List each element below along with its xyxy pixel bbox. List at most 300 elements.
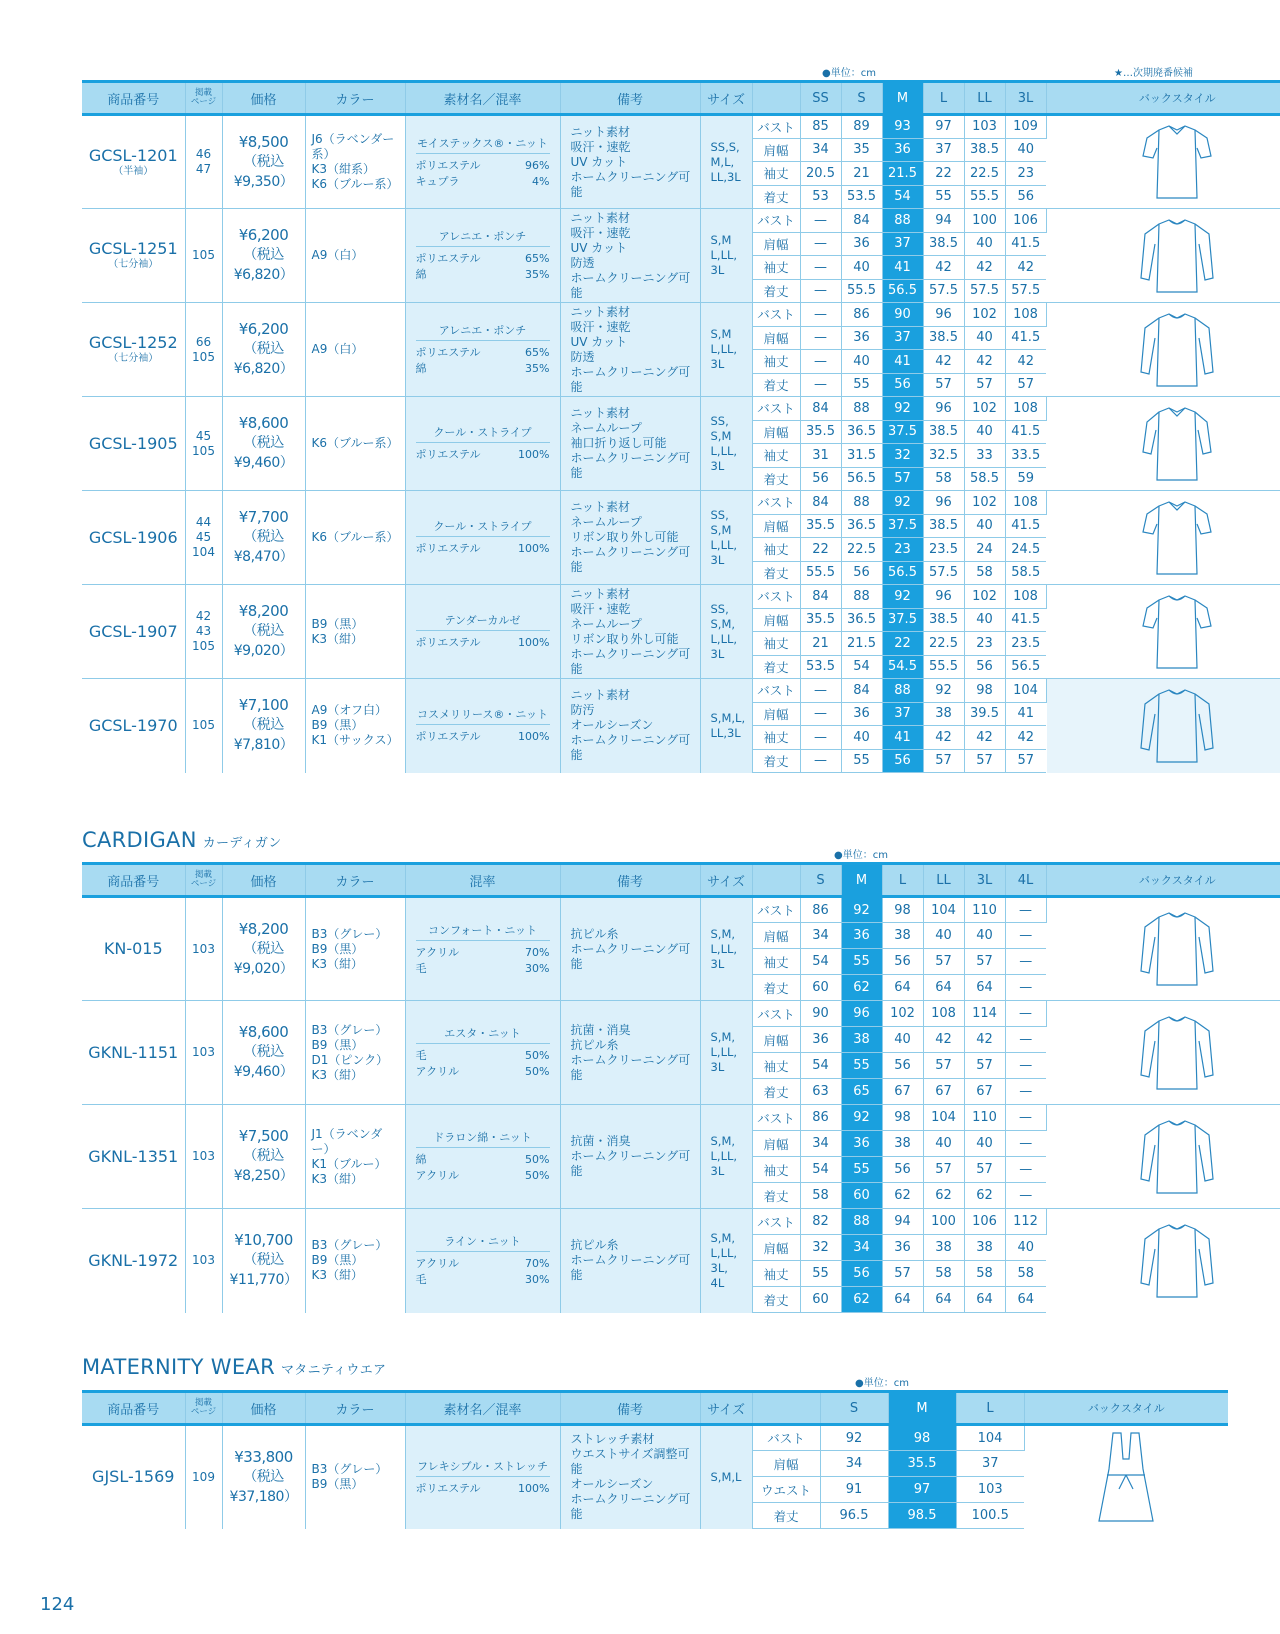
measure-value: 84: [841, 679, 882, 703]
size-col-S: S: [800, 864, 841, 897]
maternity-section-title: MATERNITY WEAR マタニティウエア: [82, 1355, 387, 1379]
header-color: カラー: [305, 82, 405, 115]
header-code: 商品番号: [82, 82, 185, 115]
measure-value: 58: [964, 561, 1005, 585]
measure-value: 41.5: [1005, 608, 1046, 632]
measure-value: 36: [841, 923, 882, 949]
material: アレニエ・ポンチ ポリエステル 65% 綿 35%: [405, 303, 560, 397]
measure-value: —: [800, 350, 841, 374]
measure-label: 肩幅: [752, 702, 800, 726]
product-code: KN-015: [82, 897, 185, 1001]
measure-value: 41: [882, 350, 923, 374]
measure-value: 98: [882, 1105, 923, 1131]
measure-value: 106: [964, 1209, 1005, 1235]
measure-value: —: [800, 726, 841, 750]
measure-value: 96: [923, 491, 964, 515]
measure-value: 38.5: [923, 608, 964, 632]
back-style-icon: [1046, 303, 1280, 397]
color-options: A9（白）: [305, 303, 405, 397]
measure-value: 53: [800, 185, 841, 209]
measure-value: 40: [882, 1027, 923, 1053]
catalog-page: 109: [185, 1425, 222, 1529]
measure-value: 42: [1005, 350, 1046, 374]
measure-value: 88: [882, 679, 923, 703]
measure-label: 肩幅: [752, 1131, 800, 1157]
cardigan-section-title: CARDIGAN カーディガン: [82, 828, 282, 852]
size-col-S: S: [841, 82, 882, 115]
measure-value: 96: [923, 397, 964, 421]
back-style-icon: [1024, 1425, 1228, 1529]
measure-value: 102: [964, 585, 1005, 609]
size-col-M: M: [841, 864, 882, 897]
size-range: S,M, L,LL, 3L, 4L: [700, 1209, 752, 1313]
measure-value: 37.5: [882, 514, 923, 538]
product-note: 抗菌・消臭 ホームクリーニング可能: [560, 1105, 700, 1209]
measure-value: —: [1005, 1183, 1046, 1209]
measure-label: バスト: [752, 491, 800, 515]
header-back: バックスタイル: [1046, 864, 1280, 897]
size-range: SS, S,M L,LL, 3L: [700, 397, 752, 491]
measure-value: 42: [923, 726, 964, 750]
measure-value: 58: [964, 1261, 1005, 1287]
measure-value: 108: [1005, 397, 1046, 421]
measure-value: 38.5: [923, 420, 964, 444]
color-options: B3（グレー） B9（黒） K3（紺）: [305, 1209, 405, 1313]
material: テンダーカルゼ ポリエステル 100%: [405, 585, 560, 679]
measure-label: 袖丈: [752, 632, 800, 656]
back-style-icon: [1046, 209, 1280, 303]
measure-value: 112: [1005, 1209, 1046, 1235]
header-measure: [752, 864, 800, 897]
measure-value: 57: [923, 373, 964, 397]
table-row: [82, 585, 1280, 609]
measure-value: 86: [800, 1105, 841, 1131]
measure-value: 57.5: [923, 279, 964, 303]
size-range: S,M, L,LL, 3L: [700, 1001, 752, 1105]
measure-value: 22: [882, 632, 923, 656]
product-code: GCSL-1251 （七分袖）: [82, 209, 185, 303]
product-note: ニット素材 吸汗・速乾 UV カット 防透 ホームクリーニング可能: [560, 303, 700, 397]
measure-value: 57.5: [1005, 279, 1046, 303]
measure-value: 23.5: [1005, 632, 1046, 656]
measure-value: 86: [800, 897, 841, 923]
measure-value: 21.5: [882, 162, 923, 186]
color-options: K6（ブルー系）: [305, 397, 405, 491]
measure-value: 21: [841, 162, 882, 186]
measure-value: 20.5: [800, 162, 841, 186]
measure-value: 37: [882, 232, 923, 256]
price: ¥33,800 （税込 ¥37,180）: [222, 1425, 305, 1529]
catalog-page: 42 43 105: [185, 585, 222, 679]
measure-value: 64: [964, 975, 1005, 1001]
measure-label: バスト: [752, 585, 800, 609]
size-col-M: M: [882, 82, 923, 115]
product-code: GCSL-1906: [82, 491, 185, 585]
measure-value: 37.5: [882, 420, 923, 444]
size-range: S,M, L,LL, 3L: [700, 897, 752, 1001]
measure-value: 55: [841, 1053, 882, 1079]
header-color: カラー: [305, 864, 405, 897]
color-options: A9（白）: [305, 209, 405, 303]
measure-value: 42: [923, 1027, 964, 1053]
header-measure: [752, 82, 800, 115]
measure-value: 57: [923, 949, 964, 975]
measure-value: —: [800, 279, 841, 303]
unit-note-maternity: ●単位：cm: [855, 1378, 909, 1389]
measure-value: 34: [820, 1451, 888, 1477]
measure-label: 肩幅: [752, 514, 800, 538]
measure-value: 41.5: [1005, 232, 1046, 256]
measure-value: 108: [1005, 303, 1046, 327]
measure-value: 22.5: [923, 632, 964, 656]
price: ¥7,700 （税込 ¥8,470）: [222, 491, 305, 585]
measure-value: 41: [882, 256, 923, 280]
back-style-icon: [1046, 115, 1280, 209]
measure-value: 55: [841, 749, 882, 773]
product-note: ストレッチ素材 ウエストサイズ調整可能 オールシーズン ホームクリーニング可能: [560, 1425, 700, 1529]
measure-value: 90: [800, 1001, 841, 1027]
measure-value: 100: [964, 209, 1005, 233]
measure-label: 袖丈: [752, 538, 800, 562]
measure-value: 65: [841, 1079, 882, 1105]
measure-value: 37: [882, 326, 923, 350]
table-row: [82, 209, 1280, 233]
measure-value: 38: [841, 1027, 882, 1053]
measure-value: 23: [964, 632, 1005, 656]
product-code: GCSL-1907: [82, 585, 185, 679]
measure-value: 38: [964, 1235, 1005, 1261]
measure-label: 肩幅: [752, 608, 800, 632]
table-row: [82, 397, 1280, 421]
measure-value: 92: [923, 679, 964, 703]
measure-value: 33: [964, 444, 1005, 468]
measure-value: —: [800, 326, 841, 350]
measure-value: 60: [841, 1183, 882, 1209]
measure-value: 41.5: [1005, 326, 1046, 350]
measure-label: 袖丈: [752, 444, 800, 468]
measure-value: 42: [964, 1027, 1005, 1053]
product-code: GCSL-1970: [82, 679, 185, 773]
measure-value: 57: [964, 373, 1005, 397]
measure-value: 88: [882, 209, 923, 233]
size-col-L: L: [956, 1392, 1024, 1425]
product-note: ニット素材 吸汗・速乾 UV カット 防透 ホームクリーニング可能: [560, 209, 700, 303]
measure-value: 34: [800, 923, 841, 949]
measure-value: 40: [964, 326, 1005, 350]
measure-value: 58: [923, 467, 964, 491]
measure-value: 41.5: [1005, 420, 1046, 444]
measure-value: 40: [964, 608, 1005, 632]
table-row: [82, 303, 1280, 327]
measure-value: 56: [882, 1157, 923, 1183]
back-style-icon: [1046, 585, 1280, 679]
measure-value: 35.5: [800, 514, 841, 538]
measure-value: 53.5: [841, 185, 882, 209]
header-price: 価格: [222, 82, 305, 115]
measure-value: 92: [882, 491, 923, 515]
measure-value: —: [1005, 1001, 1046, 1027]
measure-value: 97: [888, 1477, 956, 1503]
measure-value: 88: [841, 585, 882, 609]
measure-value: 97: [923, 115, 964, 139]
measure-value: 58: [1005, 1261, 1046, 1287]
measure-value: —: [800, 702, 841, 726]
size-col-4L: 4L: [1005, 864, 1046, 897]
catalog-page: 103: [185, 1209, 222, 1313]
blouse-size-table: [82, 80, 1280, 773]
measure-value: 102: [964, 303, 1005, 327]
measure-value: 86: [841, 303, 882, 327]
measure-value: 42: [964, 256, 1005, 280]
measure-value: 104: [923, 897, 964, 923]
measure-value: 98: [964, 679, 1005, 703]
measure-value: 38: [923, 1235, 964, 1261]
measure-value: 34: [800, 138, 841, 162]
price: ¥7,500 （税込 ¥8,250）: [222, 1105, 305, 1209]
header-size: サイズ: [700, 1392, 752, 1425]
price: ¥8,600 （税込 ¥9,460）: [222, 1001, 305, 1105]
size-col-3L: 3L: [964, 864, 1005, 897]
measure-value: 55.5: [923, 655, 964, 679]
measure-value: 31: [800, 444, 841, 468]
product-note: ニット素材 ネームループ 袖口折り返し可能 ホームクリーニング可能: [560, 397, 700, 491]
color-options: A9（オフ白） B9（黒） K1（サックス）: [305, 679, 405, 773]
measure-value: 56.5: [882, 561, 923, 585]
price: ¥7,100 （税込 ¥7,810）: [222, 679, 305, 773]
measure-label: 肩幅: [752, 420, 800, 444]
back-style-icon: [1046, 679, 1280, 773]
measure-value: —: [1005, 1105, 1046, 1131]
measure-value: 36: [800, 1027, 841, 1053]
measure-label: 袖丈: [752, 256, 800, 280]
material: フレキシブル・ストレッチ ポリエステル 100%: [405, 1425, 560, 1529]
measure-value: 41.5: [1005, 514, 1046, 538]
measure-value: 56.5: [841, 467, 882, 491]
measure-value: 57.5: [964, 279, 1005, 303]
measure-value: 57: [1005, 373, 1046, 397]
header-code: 商品番号: [82, 864, 185, 897]
size-col-L: L: [923, 82, 964, 115]
measure-label: バスト: [752, 1001, 800, 1027]
measure-value: 82: [800, 1209, 841, 1235]
measure-value: 60: [800, 975, 841, 1001]
measure-value: 36: [882, 138, 923, 162]
measure-value: 102: [964, 397, 1005, 421]
measure-label: 肩幅: [752, 326, 800, 350]
measure-value: 64: [964, 1287, 1005, 1313]
measure-value: 92: [882, 397, 923, 421]
catalog-page: 103: [185, 1105, 222, 1209]
measure-value: 42: [964, 726, 1005, 750]
table-row: [82, 1001, 1280, 1027]
measure-value: 84: [800, 585, 841, 609]
product-note: 抗ピル糸 ホームクリーニング可能: [560, 1209, 700, 1313]
measure-value: 54: [800, 949, 841, 975]
back-style-icon: [1046, 1001, 1280, 1105]
product-code: GKNL-1972: [82, 1209, 185, 1313]
measure-label: バスト: [752, 1105, 800, 1131]
measure-value: —: [1005, 1053, 1046, 1079]
measure-value: 35.5: [888, 1451, 956, 1477]
measure-value: 35.5: [800, 608, 841, 632]
measure-value: 58.5: [964, 467, 1005, 491]
measure-value: 40: [964, 420, 1005, 444]
measure-label: 肩幅: [752, 923, 800, 949]
measure-value: 42: [1005, 256, 1046, 280]
measure-value: 36: [882, 1235, 923, 1261]
measure-value: 40: [1005, 138, 1046, 162]
measure-value: 62: [841, 1287, 882, 1313]
header-material: 素材名／混率: [405, 82, 560, 115]
measure-value: 56: [841, 1261, 882, 1287]
product-code: GCSL-1905: [82, 397, 185, 491]
measure-label: 袖丈: [752, 1157, 800, 1183]
header-size: サイズ: [700, 864, 752, 897]
measure-value: 54: [800, 1157, 841, 1183]
measure-value: 37: [882, 702, 923, 726]
measure-value: 38: [923, 702, 964, 726]
measure-label: 袖丈: [752, 949, 800, 975]
header-material: 混率: [405, 864, 560, 897]
measure-value: 21.5: [841, 632, 882, 656]
material: ドラロン綿・ニット 綿 50% アクリル 50%: [405, 1105, 560, 1209]
measure-value: 57: [964, 1157, 1005, 1183]
unit-note: ●単位：cm: [822, 68, 876, 79]
size-range: S,M,L, LL,3L: [700, 679, 752, 773]
page-number: 124: [40, 1594, 75, 1615]
measure-value: 37: [923, 138, 964, 162]
material: クール・ストライプ ポリエステル 100%: [405, 491, 560, 585]
measure-value: —: [800, 209, 841, 233]
measure-value: 56: [964, 655, 1005, 679]
measure-label: バスト: [752, 115, 800, 139]
measure-value: 56.5: [1005, 655, 1046, 679]
measure-value: 88: [841, 491, 882, 515]
measure-value: 94: [882, 1209, 923, 1235]
measure-value: 34: [800, 1131, 841, 1157]
measure-value: 92: [841, 1105, 882, 1131]
measure-value: 100.5: [956, 1503, 1024, 1529]
measure-value: 104: [956, 1425, 1024, 1451]
header-note: 備考: [560, 864, 700, 897]
measure-value: 56: [841, 561, 882, 585]
measure-value: 23: [1005, 162, 1046, 186]
measure-value: 23: [882, 538, 923, 562]
back-style-icon: [1046, 491, 1280, 585]
measure-value: 24: [964, 538, 1005, 562]
measure-value: 35.5: [800, 420, 841, 444]
header-note: 備考: [560, 1392, 700, 1425]
measure-value: 88: [841, 1209, 882, 1235]
measure-value: 102: [964, 491, 1005, 515]
product-code: GCSL-1201 （半袖）: [82, 115, 185, 209]
measure-label: ウエスト: [752, 1477, 820, 1503]
table-row: [82, 1425, 1228, 1451]
measure-value: 96.5: [820, 1503, 888, 1529]
measure-value: 55.5: [800, 561, 841, 585]
size-range: S,M L,LL, 3L: [700, 209, 752, 303]
price: ¥8,200 （税込 ¥9,020）: [222, 585, 305, 679]
measure-value: 110: [964, 1105, 1005, 1131]
measure-value: 67: [882, 1079, 923, 1105]
measure-value: —: [800, 749, 841, 773]
measure-value: 55.5: [841, 279, 882, 303]
measure-value: —: [800, 256, 841, 280]
maternity-size-table: [82, 1390, 1228, 1529]
measure-value: 42: [964, 350, 1005, 374]
back-style-icon: [1046, 397, 1280, 491]
measure-value: 57: [882, 467, 923, 491]
measure-value: 85: [800, 115, 841, 139]
measure-value: 56.5: [882, 279, 923, 303]
measure-label: 肩幅: [752, 138, 800, 162]
measure-value: 55: [800, 1261, 841, 1287]
measure-value: —: [1005, 923, 1046, 949]
measure-label: 着丈: [752, 1079, 800, 1105]
measure-value: 40: [841, 726, 882, 750]
measure-value: 96: [841, 1001, 882, 1027]
measure-value: 40: [841, 256, 882, 280]
color-options: J1（ラベンダー） K1（ブルー） K3（紺）: [305, 1105, 405, 1209]
measure-label: 着丈: [752, 279, 800, 303]
measure-value: 64: [923, 1287, 964, 1313]
measure-value: 40: [964, 1131, 1005, 1157]
measure-value: 22.5: [841, 538, 882, 562]
table-row: [82, 491, 1280, 515]
measure-label: 着丈: [752, 1287, 800, 1313]
measure-label: バスト: [752, 1425, 820, 1451]
measure-value: 59: [1005, 467, 1046, 491]
table-row: [82, 1105, 1280, 1131]
price: ¥10,700 （税込 ¥11,770）: [222, 1209, 305, 1313]
color-options: J6（ラベンダー系） K3（紺系） K6（ブルー系）: [305, 115, 405, 209]
header-page: 掲載 ページ: [185, 1392, 222, 1425]
measure-value: 106: [1005, 209, 1046, 233]
measure-value: 38.5: [964, 138, 1005, 162]
measure-value: 114: [964, 1001, 1005, 1027]
measure-value: 57.5: [923, 561, 964, 585]
catalog-page: 103: [185, 1001, 222, 1105]
measure-value: 55: [841, 1157, 882, 1183]
measure-value: 84: [800, 397, 841, 421]
material: ライン・ニット アクリル 70% 毛 30%: [405, 1209, 560, 1313]
measure-value: 36: [841, 1131, 882, 1157]
cardigan-size-table: [82, 862, 1280, 1313]
measure-value: 58.5: [1005, 561, 1046, 585]
header-material: 素材名／混率: [405, 1392, 560, 1425]
measure-value: 54: [882, 185, 923, 209]
size-range: S,M L,LL, 3L: [700, 303, 752, 397]
measure-value: 64: [1005, 1287, 1046, 1313]
measure-value: 108: [1005, 585, 1046, 609]
header-measure: [752, 1392, 820, 1425]
material: アレニエ・ポンチ ポリエステル 65% 綿 35%: [405, 209, 560, 303]
header-back: バックスタイル: [1046, 82, 1280, 115]
product-note: ニット素材 ネームループ リボン取り外し可能 ホームクリーニング可能: [560, 491, 700, 585]
measure-value: 32: [882, 444, 923, 468]
measure-value: 93: [882, 115, 923, 139]
measure-value: 55: [841, 949, 882, 975]
measure-label: バスト: [752, 397, 800, 421]
measure-value: 42: [923, 256, 964, 280]
measure-value: 103: [956, 1477, 1024, 1503]
measure-value: 57: [964, 1053, 1005, 1079]
measure-label: 着丈: [752, 655, 800, 679]
measure-value: 32: [800, 1235, 841, 1261]
measure-label: 着丈: [752, 975, 800, 1001]
measure-value: 40: [841, 350, 882, 374]
product-code: GKNL-1151: [82, 1001, 185, 1105]
